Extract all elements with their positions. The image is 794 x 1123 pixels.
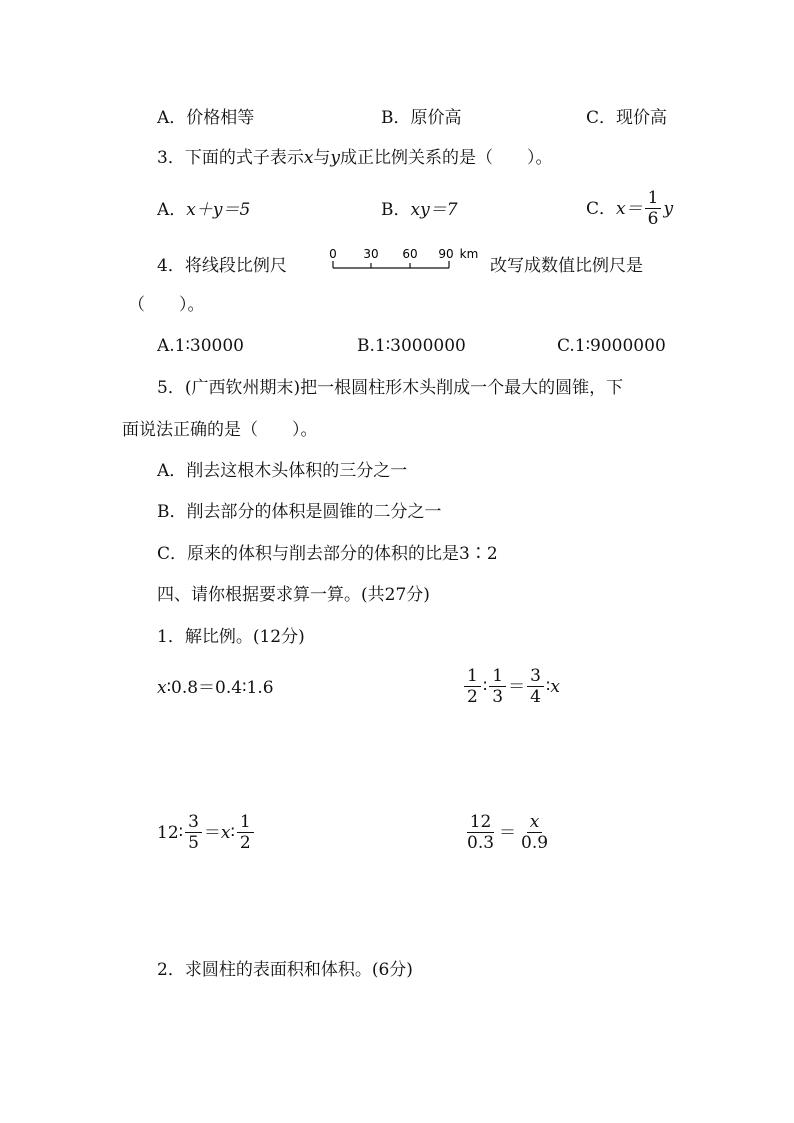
q5-option-c: C．原来的体积与削去部分的体积的比是3∶2 [157, 544, 498, 564]
fraction-numerator: 1 [237, 812, 254, 833]
fraction-numerator: 1 [464, 666, 481, 687]
eq4-frac-1 [464, 812, 497, 853]
scale-tick-0: 0 [329, 247, 337, 261]
eq2-colon-2: ∶ [545, 676, 551, 697]
q3-var-x: x [303, 148, 314, 168]
eq3-colon: ∶ [230, 822, 235, 843]
fraction-denominator: 5 [188, 833, 199, 853]
option-c: C．现价高 [586, 108, 668, 128]
eq3-var-x: x [220, 822, 231, 843]
q3-stem-mid: 与 [313, 148, 331, 168]
q3-option-a [157, 198, 250, 222]
fraction-numerator: 1 [489, 666, 506, 687]
scale-tick-30: 30 [363, 247, 379, 261]
eq3-frac-1 [185, 812, 202, 853]
eq3-lead: 12∶ [157, 822, 184, 843]
fraction-numerator: 3 [527, 666, 544, 687]
scale-unit: km [459, 247, 479, 261]
scale-tick-90: 90 [438, 247, 454, 261]
line-scale-bar [326, 244, 486, 278]
fraction-denominator: 3 [492, 687, 504, 707]
q3-option-b [381, 198, 458, 222]
question-5-line-2: 面说法正确的是（ ）。 [122, 420, 318, 440]
fraction-numerator: x [527, 812, 543, 833]
q3-c-prefix: C． [586, 198, 617, 219]
fraction-denominator: 4 [530, 687, 541, 707]
q4-option-c: C.1∶9000000 [557, 336, 666, 356]
q4-option-a: A.1∶30000 [157, 336, 245, 356]
equation-3 [157, 812, 256, 853]
eq2-colon: ∶ [482, 676, 488, 697]
fraction-denominator: 2 [467, 687, 478, 707]
option-b: B．原价高 [381, 108, 462, 128]
eq2-frac-1 [464, 666, 481, 707]
q4-option-b: B.1∶3000000 [357, 336, 466, 356]
question-4-blank: （ ）。 [128, 295, 205, 315]
equation-2 [462, 666, 560, 707]
fraction-denominator: 2 [239, 833, 251, 853]
scale-tick-60: 60 [402, 247, 418, 261]
section-4-q2-title: 2．求圆柱的表面积和体积。(6分) [157, 960, 413, 980]
q3-a-expr: x＋y＝5 [186, 200, 251, 220]
fraction-numerator: 1 [645, 188, 662, 209]
section-4-title: 四、请你根据要求算一算。(共27分) [157, 585, 430, 605]
section-4-q1-title: 1．解比例。(12分) [157, 627, 305, 647]
option-a: A．价格相等 [157, 108, 255, 128]
q3-stem-end: 成正比例关系的是（ ）。 [340, 148, 553, 168]
question-5-line-1: 5．(广西钦州期末)把一根圆柱形木头削成一个最大的圆锥，下 [157, 378, 624, 398]
q3-b-expr: xy＝7 [410, 200, 458, 220]
eq4-frac-2 [518, 812, 551, 853]
question-4-stem-start: 4．将线段比例尺 [157, 256, 287, 276]
fraction-numerator: 12 [467, 812, 495, 833]
q3-a-prefix: A． [157, 200, 187, 220]
fraction-denominator: 0.9 [521, 833, 549, 853]
equation-4 [462, 812, 553, 853]
q3-c-fraction [645, 188, 662, 229]
question-3-stem [157, 146, 553, 170]
eq2-equals: ＝ [508, 676, 526, 697]
eq1-rest: ∶0.8＝0.4∶1.6 [166, 678, 274, 698]
q3-c-var: y [663, 198, 674, 219]
q3-option-c [586, 188, 673, 229]
q3-b-prefix: B． [381, 200, 411, 220]
equation-1 [157, 676, 274, 700]
eq2-frac-3 [527, 666, 544, 707]
eq1-var-x: x [157, 678, 167, 698]
fraction-denominator: 0.3 [467, 833, 495, 853]
question-4-stem-end: 改写成数值比例尺是 [490, 256, 643, 276]
eq4-equals: ＝ [499, 822, 517, 843]
fraction-numerator: 3 [185, 812, 202, 833]
q3-stem-text: 3．下面的式子表示 [157, 148, 304, 168]
fraction-denominator: 6 [647, 209, 659, 229]
q5-option-a: A．削去这根木头体积的三分之一 [157, 461, 408, 481]
eq2-var-x: x [550, 676, 560, 697]
q3-c-lhs: x＝ [616, 198, 643, 219]
eq2-frac-2 [489, 666, 506, 707]
q5-option-b: B．削去部分的体积是圆锥的二分之一 [157, 502, 442, 522]
q3-var-y: y [330, 148, 341, 168]
eq3-equals: ＝ [203, 822, 221, 843]
eq3-frac-2 [237, 812, 254, 853]
